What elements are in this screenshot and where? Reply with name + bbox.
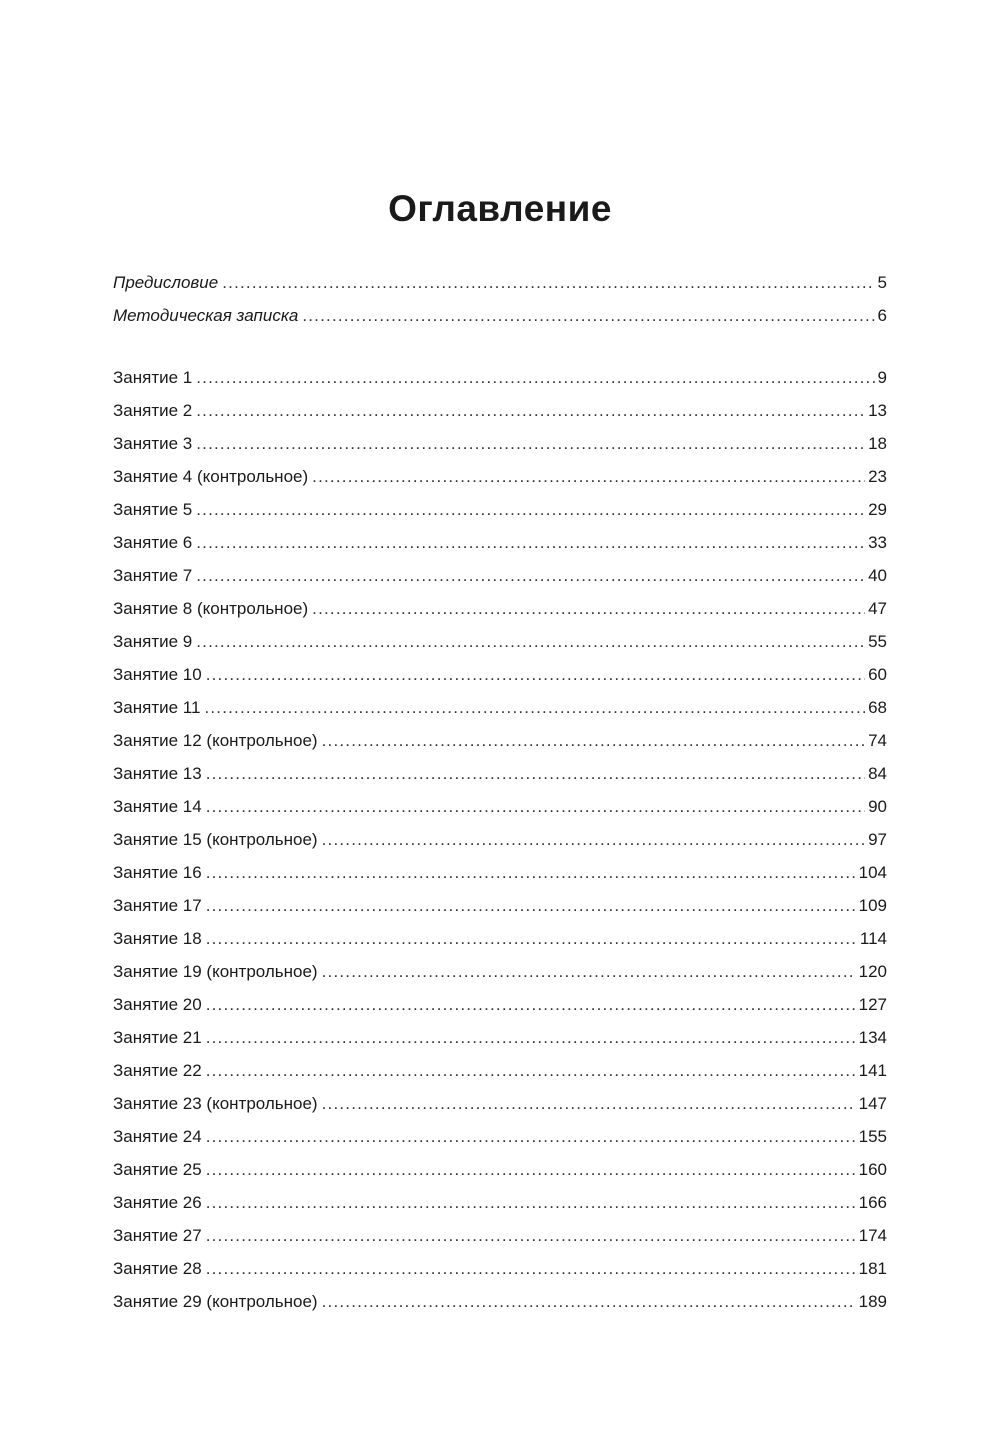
toc-entry[interactable] [113, 427, 887, 460]
dot-leader [196, 493, 865, 526]
toc-entry[interactable] [113, 526, 887, 559]
toc-entry[interactable] [113, 724, 887, 757]
toc-entry-label: Занятие 17 [113, 896, 202, 915]
toc-entry[interactable] [113, 299, 887, 332]
toc-entry-label: Занятие 21 [113, 1028, 202, 1047]
toc-entry[interactable] [113, 394, 887, 427]
toc-entry[interactable] [113, 955, 887, 988]
toc-entry-page-number: 6 [877, 306, 887, 325]
toc-entry[interactable] [113, 266, 887, 299]
dot-leader [206, 790, 865, 823]
dot-leader [196, 427, 865, 460]
dot-leader [322, 724, 865, 757]
toc-entry-label: Занятие 7 [113, 566, 193, 585]
dot-leader [322, 823, 865, 856]
toc-entry[interactable] [113, 889, 887, 922]
toc-entry-label: Занятие 24 [113, 1127, 202, 1146]
toc-entry-page-number: 13 [868, 401, 887, 420]
toc-entry-page-number: 174 [858, 1226, 887, 1245]
toc-entry[interactable] [113, 1186, 887, 1219]
toc-entry[interactable] [113, 922, 887, 955]
dot-leader [322, 955, 856, 988]
toc-entry-page-number: 127 [858, 995, 887, 1014]
dot-leader [322, 1087, 856, 1120]
toc-entry-label: Занятие 20 [113, 995, 202, 1014]
lessons-list [113, 361, 887, 1318]
toc-entry[interactable] [113, 658, 887, 691]
toc-entry-label: Занятие 16 [113, 863, 202, 882]
toc-entry-page-number: 160 [858, 1160, 887, 1179]
toc-entry[interactable] [113, 823, 887, 856]
toc-entry-label: Занятие 8 (контрольное) [113, 599, 309, 618]
dot-leader [206, 856, 856, 889]
toc-entry-page-number: 97 [868, 830, 887, 849]
toc-entry-page-number: 109 [858, 896, 887, 915]
dot-leader [206, 889, 856, 922]
toc-entry[interactable] [113, 1021, 887, 1054]
toc-entry[interactable] [113, 1153, 887, 1186]
dot-leader [312, 460, 865, 493]
page-title: Оглавление [388, 188, 612, 229]
toc-entry-page-number: 74 [868, 731, 887, 750]
toc-entry[interactable] [113, 856, 887, 889]
dot-leader [206, 988, 856, 1021]
toc-entry[interactable] [113, 988, 887, 1021]
toc-entry-page-number: 47 [868, 599, 887, 618]
toc-entry-label: Занятие 3 [113, 434, 193, 453]
toc-entry-label: Занятие 2 [113, 401, 193, 420]
toc-entry-page-number: 189 [858, 1292, 887, 1311]
toc-entry-page-number: 55 [868, 632, 887, 651]
dot-leader [206, 922, 857, 955]
dot-leader [206, 1153, 856, 1186]
toc-entry-label: Занятие 23 (контрольное) [113, 1094, 318, 1113]
toc-entry-page-number: 141 [858, 1061, 887, 1080]
dot-leader [206, 757, 865, 790]
dot-leader [222, 266, 874, 299]
toc-entry-page-number: 114 [859, 929, 887, 948]
toc-entry-label: Занятие 25 [113, 1160, 202, 1179]
toc-entry-label: Занятие 28 [113, 1259, 202, 1278]
toc-entry[interactable] [113, 361, 887, 394]
toc-entry-label: Занятие 15 (контрольное) [113, 830, 318, 849]
toc-entry-page-number: 104 [858, 863, 887, 882]
toc-entry-label: Занятие 11 [113, 698, 201, 717]
toc-entry-page-number: 33 [868, 533, 887, 552]
dot-leader [322, 1285, 856, 1318]
toc-entry[interactable] [113, 592, 887, 625]
dot-leader [206, 1186, 856, 1219]
toc-entry-label: Занятие 19 (контрольное) [113, 962, 318, 981]
dot-leader [206, 1252, 856, 1285]
toc-entry-label: Занятие 14 [113, 797, 202, 816]
toc-entry[interactable] [113, 559, 887, 592]
dot-leader [206, 1219, 856, 1252]
toc-entry[interactable] [113, 1285, 887, 1318]
toc-entry[interactable] [113, 1054, 887, 1087]
toc-entry[interactable] [113, 1087, 887, 1120]
toc-entry[interactable] [113, 1219, 887, 1252]
toc-entry-page-number: 120 [858, 962, 887, 981]
toc-entry[interactable] [113, 625, 887, 658]
dot-leader [206, 1054, 856, 1087]
dot-leader [196, 361, 874, 394]
toc-entry-label: Занятие 27 [113, 1226, 202, 1245]
toc-entry[interactable] [113, 691, 887, 724]
toc-entry-label: Занятие 6 [113, 533, 193, 552]
toc-entry-label: Занятие 5 [113, 500, 193, 519]
toc-entry-page-number: 18 [868, 434, 887, 453]
toc-entry-label: Занятие 29 (контрольное) [113, 1292, 318, 1311]
dot-leader [204, 691, 865, 724]
toc-entry-page-number: 9 [877, 368, 887, 387]
toc-entry[interactable] [113, 790, 887, 823]
dot-leader [312, 592, 865, 625]
dot-leader [206, 1120, 856, 1153]
toc-entry-label: Занятие 12 (контрольное) [113, 731, 318, 750]
dot-leader [196, 526, 865, 559]
toc-entry-page-number: 181 [858, 1259, 887, 1278]
toc-entry-page-number: 40 [868, 566, 887, 585]
toc-entry[interactable] [113, 460, 887, 493]
toc-entry-label: Занятие 13 [113, 764, 202, 783]
toc-entry-page-number: 166 [858, 1193, 887, 1212]
toc-entry-page-number: 29 [868, 500, 887, 519]
dot-leader [196, 394, 865, 427]
dot-leader [196, 559, 865, 592]
front-matter-list [113, 266, 887, 332]
table-of-contents [113, 266, 887, 1318]
toc-entry[interactable] [113, 493, 887, 526]
toc-entry-page-number: 155 [858, 1127, 887, 1146]
toc-entry-page-number: 90 [868, 797, 887, 816]
section-gap [113, 332, 887, 361]
toc-entry-page-number: 5 [877, 273, 887, 292]
toc-entry-label: Занятие 4 (контрольное) [113, 467, 309, 486]
toc-entry-label: Занятие 1 [113, 368, 193, 387]
toc-entry-label: Занятие 18 [113, 929, 202, 948]
toc-entry-page-number: 134 [858, 1028, 887, 1047]
toc-entry-page-number: 23 [868, 467, 887, 486]
dot-leader [196, 625, 865, 658]
toc-entry-page-number: 68 [868, 698, 887, 717]
toc-entry-page-number: 60 [868, 665, 887, 684]
toc-entry-label: Занятие 10 [113, 665, 202, 684]
dot-leader [206, 1021, 856, 1054]
toc-entry-label: Методическая записка [113, 306, 299, 325]
toc-entry-page-number: 84 [868, 764, 887, 783]
toc-entry[interactable] [113, 757, 887, 790]
toc-entry-label: Занятие 26 [113, 1193, 202, 1212]
toc-entry-label: Занятие 22 [113, 1061, 202, 1080]
toc-entry-label: Занятие 9 [113, 632, 193, 651]
toc-entry-page-number: 147 [858, 1094, 887, 1113]
toc-entry-label: Предисловие [113, 273, 219, 292]
toc-entry[interactable] [113, 1120, 887, 1153]
dot-leader [302, 299, 874, 332]
dot-leader [206, 658, 865, 691]
toc-entry[interactable] [113, 1252, 887, 1285]
